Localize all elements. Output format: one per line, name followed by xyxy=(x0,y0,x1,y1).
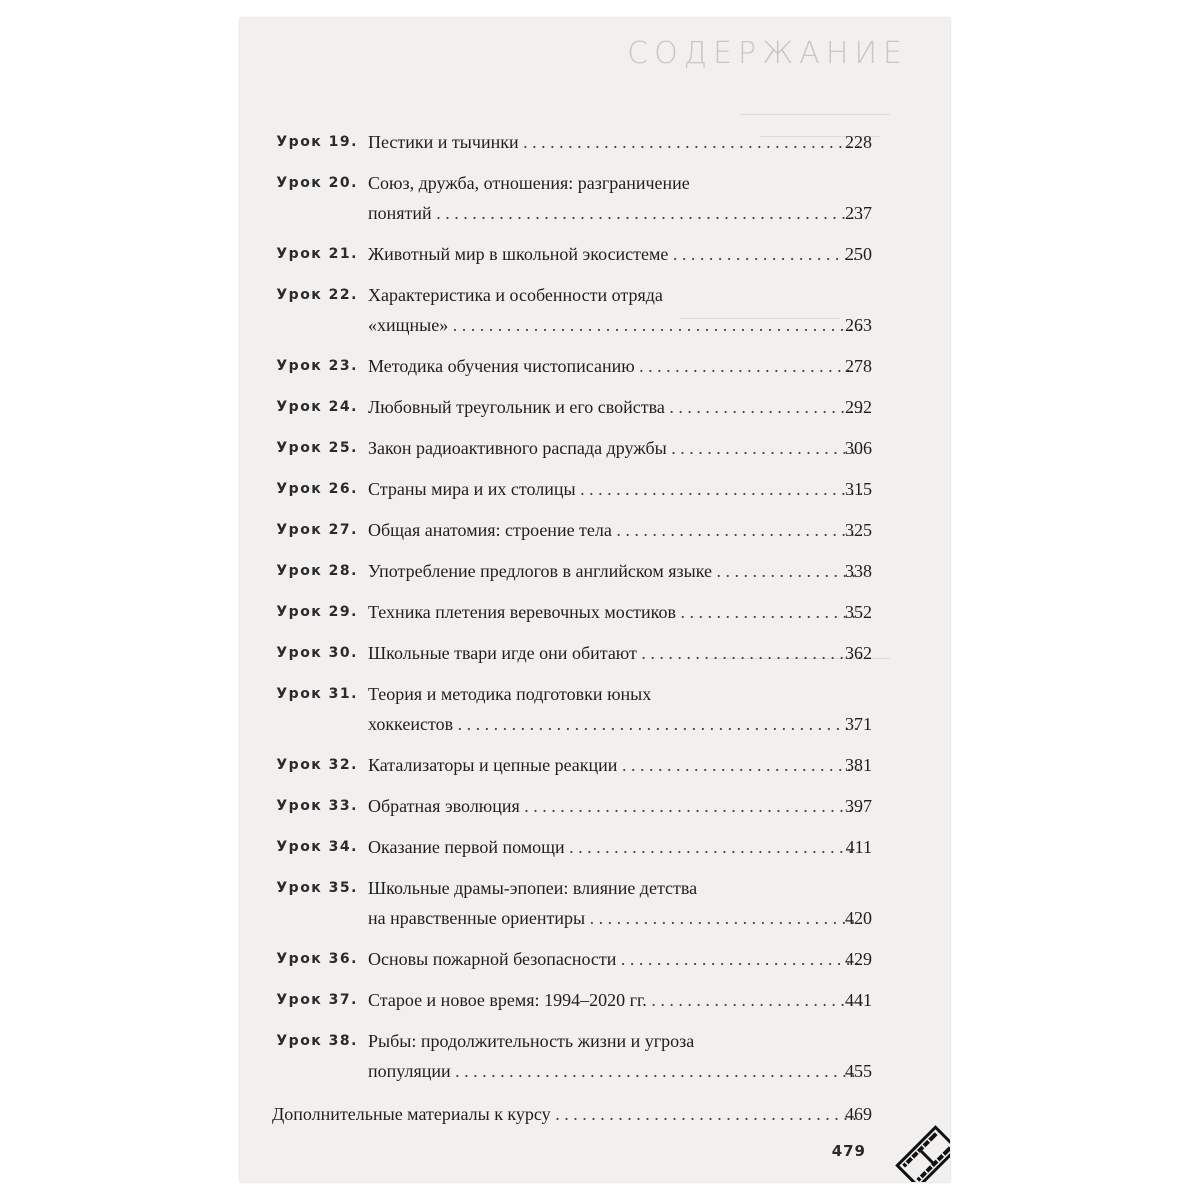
lesson-label: Урок 27. xyxy=(276,522,358,538)
entry-title: Основы пожарной безопасности . . . xyxy=(368,947,862,971)
entry-page-number: 455 xyxy=(845,1061,872,1081)
entry-title: Техника плетения веревочных мостиков . . . xyxy=(368,600,862,624)
toc-entry xyxy=(240,600,950,630)
toc-entry xyxy=(240,947,950,977)
lesson-label: Урок 30. xyxy=(276,645,358,661)
entry-page-number: 278 xyxy=(845,356,872,376)
toc-entry xyxy=(240,477,950,507)
toc-entry xyxy=(240,283,950,343)
toc-entry xyxy=(240,641,950,671)
toc-entry xyxy=(240,682,950,742)
entry-title: хоккеистов . . . xyxy=(368,712,862,736)
lesson-label: Урок 26. xyxy=(276,481,358,497)
lesson-label: Урок 31. xyxy=(276,686,358,702)
entry-title: Теория и методика подготовки юных xyxy=(368,684,652,704)
lesson-label: Урок 23. xyxy=(276,358,358,374)
toc-entry xyxy=(240,242,950,272)
entry-page-number: 429 xyxy=(845,949,872,969)
entry-page-number: 352 xyxy=(845,602,872,622)
entry-page-number: 362 xyxy=(845,643,872,663)
lesson-label: Урок 25. xyxy=(276,440,358,456)
toc-entry-extra xyxy=(240,1102,950,1132)
lesson-label: Урок 22. xyxy=(276,287,358,303)
toc-entry xyxy=(240,1029,950,1089)
entry-page-number: 381 xyxy=(845,755,872,775)
entry-title: Союз, дружба, отношения: разграничение xyxy=(368,173,690,193)
lesson-label: Урок 19. xyxy=(276,134,358,150)
entry-title: Школьные драмы-эпопеи: влияние детства xyxy=(368,878,698,898)
entry-page-number: 420 xyxy=(845,908,872,928)
page-number: 479 xyxy=(831,1142,866,1160)
entry-page-number: 250 xyxy=(845,244,872,264)
entry-title: Животный мир в школьной экосистеме . . . xyxy=(368,242,862,266)
toc-entry xyxy=(240,171,950,231)
film-strip-icon xyxy=(890,1120,950,1182)
entry-page-number: 469 xyxy=(845,1104,872,1124)
entry-page-number: 338 xyxy=(845,561,872,581)
lesson-label: Урок 32. xyxy=(276,757,358,773)
entry-page-number: 441 xyxy=(845,990,872,1010)
lesson-label: Урок 24. xyxy=(276,399,358,415)
lesson-label: Урок 20. xyxy=(276,175,358,191)
book-page xyxy=(240,18,950,1182)
entry-title: Любовный треугольник и его свойства . . . xyxy=(368,395,862,419)
entry-title: Употребление предлогов в английском языке . . . xyxy=(368,559,862,583)
entry-page-number: 325 xyxy=(845,520,872,540)
toc-entry xyxy=(240,794,950,824)
entry-title: Обратная эволюция . . . xyxy=(368,794,862,818)
lesson-label: Урок 35. xyxy=(276,880,358,896)
lesson-label: Урок 21. xyxy=(276,246,358,262)
table-of-contents xyxy=(240,18,950,1182)
entry-title: Характеристика и особенности отряда xyxy=(368,285,663,305)
entry-title: Методика обучения чистописанию . . . xyxy=(368,354,862,378)
entry-title: понятий . . . xyxy=(368,201,862,225)
toc-entry xyxy=(240,518,950,548)
lesson-label: Урок 36. xyxy=(276,951,358,967)
toc-entry xyxy=(240,753,950,783)
toc-entry xyxy=(240,988,950,1018)
toc-entry xyxy=(240,395,950,425)
lesson-label: Урок 37. xyxy=(276,992,358,1008)
entry-page-number: 263 xyxy=(845,315,872,335)
entry-title: Закон радиоактивного распада дружбы . . . xyxy=(368,436,862,460)
entry-title: Общая анатомия: строение тела . . . xyxy=(368,518,862,542)
entry-title: Рыбы: продолжительность жизни и угроза xyxy=(368,1031,695,1051)
entry-page-number: 228 xyxy=(845,132,872,152)
entry-title: «хищные» . . . xyxy=(368,313,862,337)
entry-title: Школьные твари игде они обитают . . . xyxy=(368,641,862,665)
entry-page-number: 237 xyxy=(845,203,872,223)
entry-title: Дополнительные материалы к курсу . . . xyxy=(272,1102,862,1126)
toc-entry xyxy=(240,436,950,466)
entry-page-number: 306 xyxy=(845,438,872,458)
entry-title: Катализаторы и цепные реакции . . . xyxy=(368,753,862,777)
entry-title: Старое и новое время: 1994–2020 гг. . . . xyxy=(368,988,862,1012)
entry-page-number: 292 xyxy=(845,397,872,417)
entry-page-number: 315 xyxy=(845,479,872,499)
lesson-label: Урок 33. xyxy=(276,798,358,814)
lesson-label: Урок 29. xyxy=(276,604,358,620)
entry-page-number: 397 xyxy=(845,796,872,816)
lesson-label: Урок 38. xyxy=(276,1033,358,1049)
toc-entry xyxy=(240,835,950,865)
entry-title: Страны мира и их столицы . . . xyxy=(368,477,862,501)
page-header: СОДЕРЖАНИЕ xyxy=(627,36,908,71)
lesson-label: Урок 28. xyxy=(276,563,358,579)
entry-page-number: 371 xyxy=(845,714,872,734)
entry-title: Пестики и тычинки . . . xyxy=(368,130,862,154)
toc-entry xyxy=(240,130,950,160)
toc-entry xyxy=(240,559,950,589)
entry-title: популяции . . . xyxy=(368,1059,862,1083)
lesson-label: Урок 34. xyxy=(276,839,358,855)
entry-page-number: 411 xyxy=(845,837,872,857)
toc-entry xyxy=(240,354,950,384)
entry-title: на нравственные ориентиры . . . xyxy=(368,906,862,930)
entry-title: Оказание первой помощи . . . xyxy=(368,835,862,859)
toc-entry xyxy=(240,876,950,936)
